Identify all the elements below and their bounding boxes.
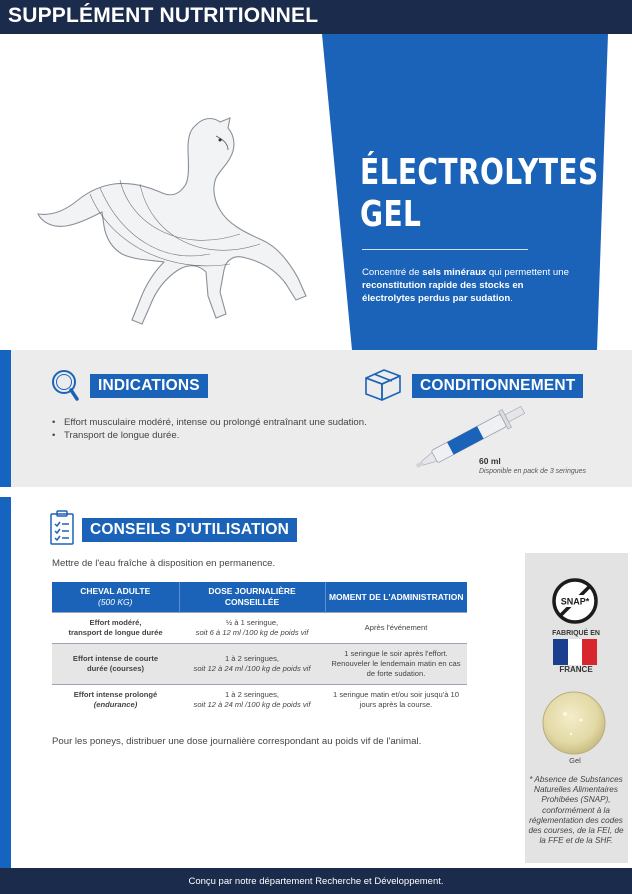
cell-effort [52, 613, 179, 644]
cell-moment: 1 seringue matin et/ou soir jusqu'à 10 jours après la course. [325, 685, 467, 716]
gel-sample-image [541, 690, 607, 756]
product-title-line-1: ÉLECTROLYTES [360, 152, 599, 193]
cell-text: Effort intense de courte [72, 654, 159, 663]
france-flag-icon [553, 639, 597, 665]
product-title-line-2: GEL [360, 194, 422, 235]
cell-text: soit 12 à 24 ml /100 kg de poids vif [193, 700, 311, 709]
cell-dose [179, 613, 325, 644]
cell-text: durée (courses) [87, 664, 144, 673]
table-header-row [52, 582, 467, 613]
desc-bold: sels minéraux [422, 267, 487, 278]
box-icon [362, 366, 404, 402]
header-main: MOMENT DE L'ADMINISTRATION [328, 591, 464, 602]
table-header-cheval [52, 582, 179, 613]
table-header-dose [179, 582, 325, 613]
table-row [52, 613, 467, 644]
table-header-moment [325, 582, 467, 613]
page-category-title: SUPPLÉMENT NUTRITIONNEL [8, 4, 319, 27]
bottom-banner [0, 868, 632, 894]
fabrique-label: FABRIQUÉ EN [552, 630, 600, 637]
packaging-volume: 60 ml [479, 456, 501, 466]
cell-text: 1 à 2 seringues, [224, 690, 280, 699]
header-main: CHEVAL ADULTE [80, 586, 151, 596]
conditionnement-label: CONDITIONNEMENT [412, 374, 583, 398]
snap-logo-icon [552, 578, 598, 624]
packaging-note: Disponible en pack de 3 seringues [479, 468, 587, 475]
cell-moment: 1 seringue le soir après l'effort. Renouveler le lendemain matin en cas de forte sudation. [325, 644, 467, 685]
snap-footnote: * Absence de Substances Naturelles Alimentaires Prohibées (SNAP), conformément à la réglementation des codes des courses, de la FEI, de la FFE et de la SHF. [528, 775, 624, 846]
footer-text: Conçu par notre département Recherche et Développement. [188, 876, 444, 887]
cell-text: transport de longue durée [68, 628, 163, 637]
table-row [52, 644, 467, 685]
cell-dose [179, 685, 325, 716]
horse-illustration [30, 114, 320, 329]
title-divider [362, 249, 528, 250]
top-banner [0, 0, 632, 34]
cell-text: 1 à 2 seringues, [224, 654, 280, 663]
cell-text: ½ à 1 seringue, [225, 618, 279, 627]
indications-list [52, 417, 367, 443]
desc-text: Concentré de [362, 267, 423, 278]
dosage-table [52, 582, 467, 715]
cell-moment: Après l'événement [325, 613, 467, 644]
packaging-info [479, 456, 586, 475]
hero-section [0, 34, 632, 350]
header-sub: (500 KG) [98, 597, 133, 607]
cell-text: Effort modéré, [89, 618, 142, 627]
conseils-outro: Pour les poneys, distribuer une dose journalière correspondant au poids vif de l'animal. [52, 736, 422, 747]
product-description [362, 266, 572, 305]
table-row [52, 685, 467, 716]
cell-text: Effort intense prolongé [73, 690, 158, 699]
gel-caption: Gel [569, 756, 581, 765]
list-item: • Transport de longue durée. [52, 430, 367, 442]
product-title [360, 152, 599, 236]
snap-logo-text: SNAP* [560, 596, 590, 607]
checklist-icon [48, 510, 76, 546]
conseils-label: CONSEILS D'UTILISATION [82, 518, 297, 542]
band-accent [0, 350, 11, 487]
cell-text: (endurance) [93, 700, 138, 709]
cell-text: soit 12 à 24 ml /100 kg de poids vif [193, 664, 311, 673]
conseils-intro: Mettre de l'eau fraîche à disposition en permanence. [52, 558, 276, 569]
desc-bold: reconstitution rapide des stocks en électrolytes perdus par sudation [362, 280, 524, 304]
desc-text: . [510, 293, 513, 304]
cell-effort [52, 685, 179, 716]
desc-text: qui permettent une [486, 267, 569, 278]
cell-text: soit 6 à 12 ml /100 kg de poids vif [195, 628, 309, 637]
cell-effort [52, 644, 179, 685]
header-main: DOSE JOURNALIÈRE CONSEILLÉE [208, 586, 296, 607]
fabrique-country: FRANCE [559, 665, 593, 674]
conseils-accent-bar [0, 497, 11, 882]
indications-label: INDICATIONS [90, 374, 208, 398]
magnifier-icon [48, 368, 80, 402]
list-item: • Effort musculaire modéré, intense ou prolongé entraînant une sudation. [52, 417, 367, 429]
cell-dose [179, 644, 325, 685]
